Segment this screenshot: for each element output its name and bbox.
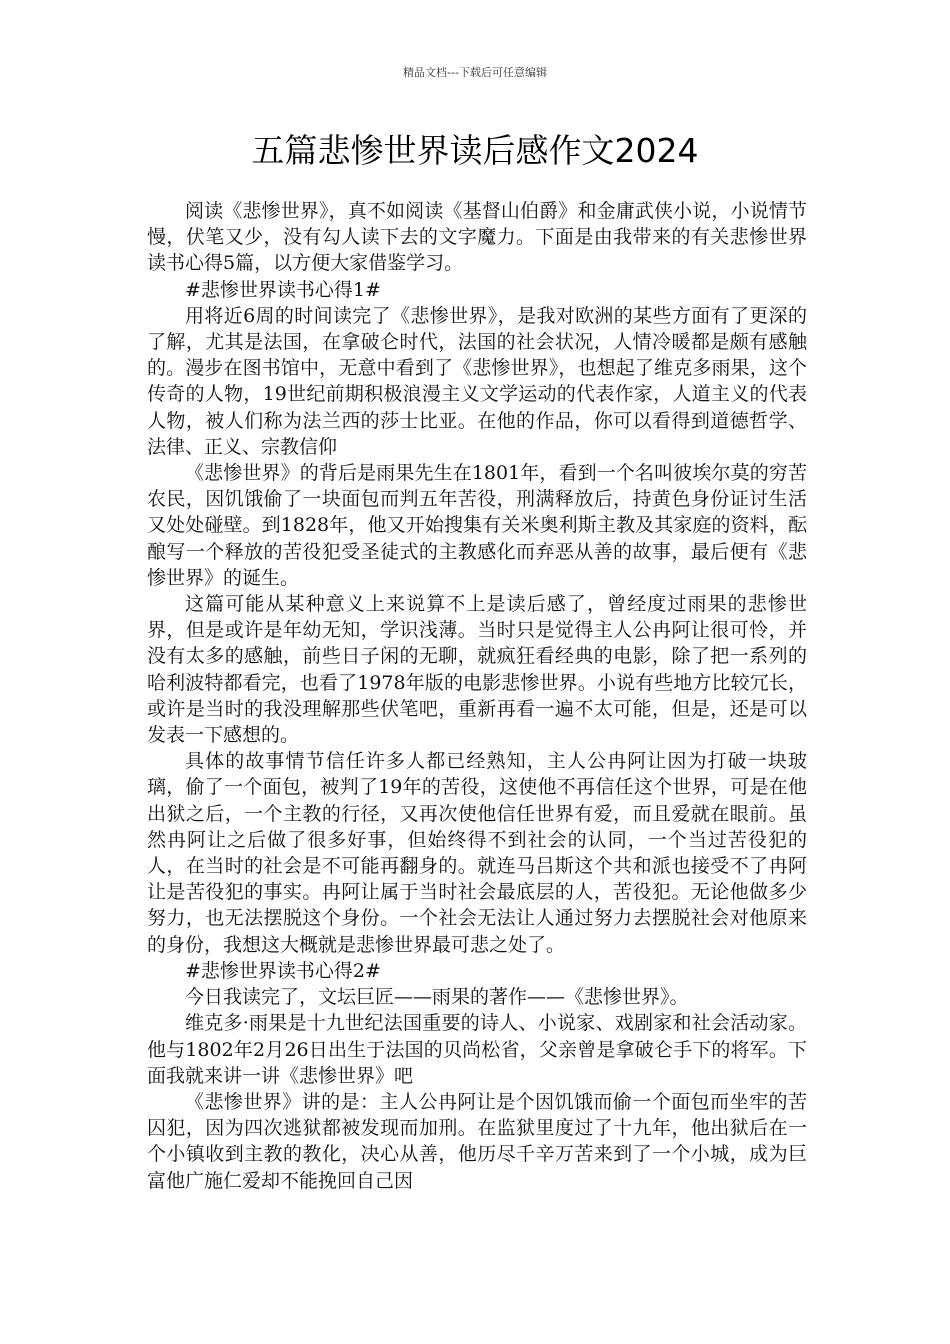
body-paragraph: 用将近6周的时间读完了《悲惨世界》，是我对欧洲的某些方面有了更深的了解，尤其是法国，在拿破仑时代，法国的社会状况，人情冷暖都是颇有感触的。漫步在图书馆中，无意中看到了《悲惨世界》，也想起了维克多雨果，这个传奇的人物，19世纪前期积极浪漫主义文学运动的代表作家，人道主义的代表人物，被人们称为法兰西的莎士比亚。在他的作品，你可以看得到道德哲学、法律、正义、宗教信仰 <box>147 304 807 458</box>
body-paragraph: 《悲惨世界》讲的是：主人公冉阿让是个因饥饿而偷一个面包而坐牢的苦囚犯，因为四次逃狱都被发现而加刑。在监狱里度过了十九年，他出狱后在一个小镇收到主教的教化，决心从善，他历尽千辛万苦来到了一个小城，成为巨富他广施仁爱却不能挽回自己因 <box>147 1090 807 1192</box>
body-paragraph: 今日我读完了，文坛巨匠——雨果的著作——《悲惨世界》。 <box>185 986 689 1009</box>
body-paragraph: 《悲惨世界》的背后是雨果先生在1801年，看到一个名叫彼埃尔莫的穷苦农民，因饥饿偷了一块面包而判五年苦役，刑满释放后，持黄色身份证讨生活又处处碰壁。到1828年，他又开始搜集有关米奥利斯主教及其家庭的资料，酝酿写一个释放的苦役犯受圣徒式的主教感化而弃恶从善的故事，最后便有《悲惨世界》的诞生。 <box>147 462 807 589</box>
body-paragraph: 具体的故事情节信任许多人都已经熟知，主人公冉阿让因为打破一块玻璃，偷了一个面包，被判了19年的苦役，这使他不再信任这个世界，可是在他出狱之后，一个主教的行径，又再次使他信任世界有爱，而且爱就在眼前。虽然冉阿让之后做了很多好事，但始终得不到社会的认同，一个当过苦役犯的人，在当时的社会是不可能再翻身的。就连马吕斯这个共和派也接受不了冉阿让是苦役犯的事实。冉阿让属于当时社会最底层的人，苦役犯。无论他做多少努力，也无法摆脱这个身份。一个社会无法让人通过努力去摆脱社会对他原来的身份，我想这大概就是悲惨世界最可悲之处了。 <box>147 750 807 956</box>
body-paragraph: 维克多·雨果是十九世纪法国重要的诗人、小说家、戏剧家和社会活动家。他与1802年2月26日出生于法国的贝尚松省，父亲曾是拿破仑手下的将军。下面我就来讲一讲《悲惨世界》吧 <box>147 1012 807 1087</box>
document-title: 五篇悲惨世界读后感作文2024 <box>251 131 699 170</box>
document-body <box>147 198 807 1194</box>
intro-paragraph: 阅读《悲惨世界》，真不如阅读《基督山伯爵》和金庸武侠小说，小说情节慢，伏笔又少，没有勾人读下去的文字魔力。下面是由我带来的有关悲惨世界读书心得5篇，以方便大家借鉴学习。 <box>147 200 807 275</box>
page-header-note: 精品文档---下载后可任意编辑 <box>403 66 547 79</box>
section-heading-2: #悲惨世界读书心得2# <box>185 959 381 982</box>
section-heading-1: #悲惨世界读书心得1# <box>185 278 381 301</box>
body-paragraph: 这篇可能从某种意义上来说算不上是读后感了，曾经度过雨果的悲惨世界，但是或许是年幼无知，学识浅薄。当时只是觉得主人公冉阿让很可怜，并没有太多的感触，前些日子闲的无聊，就疯狂看经典的电影，除了把一系列的哈利波特都看完，也看了1978年版的电影悲惨世界。小说有些地方比较冗长，或许是当时的我没理解那些伏笔吧，重新再看一遍不太可能，但是，还是可以发表一下感想的。 <box>147 593 807 747</box>
